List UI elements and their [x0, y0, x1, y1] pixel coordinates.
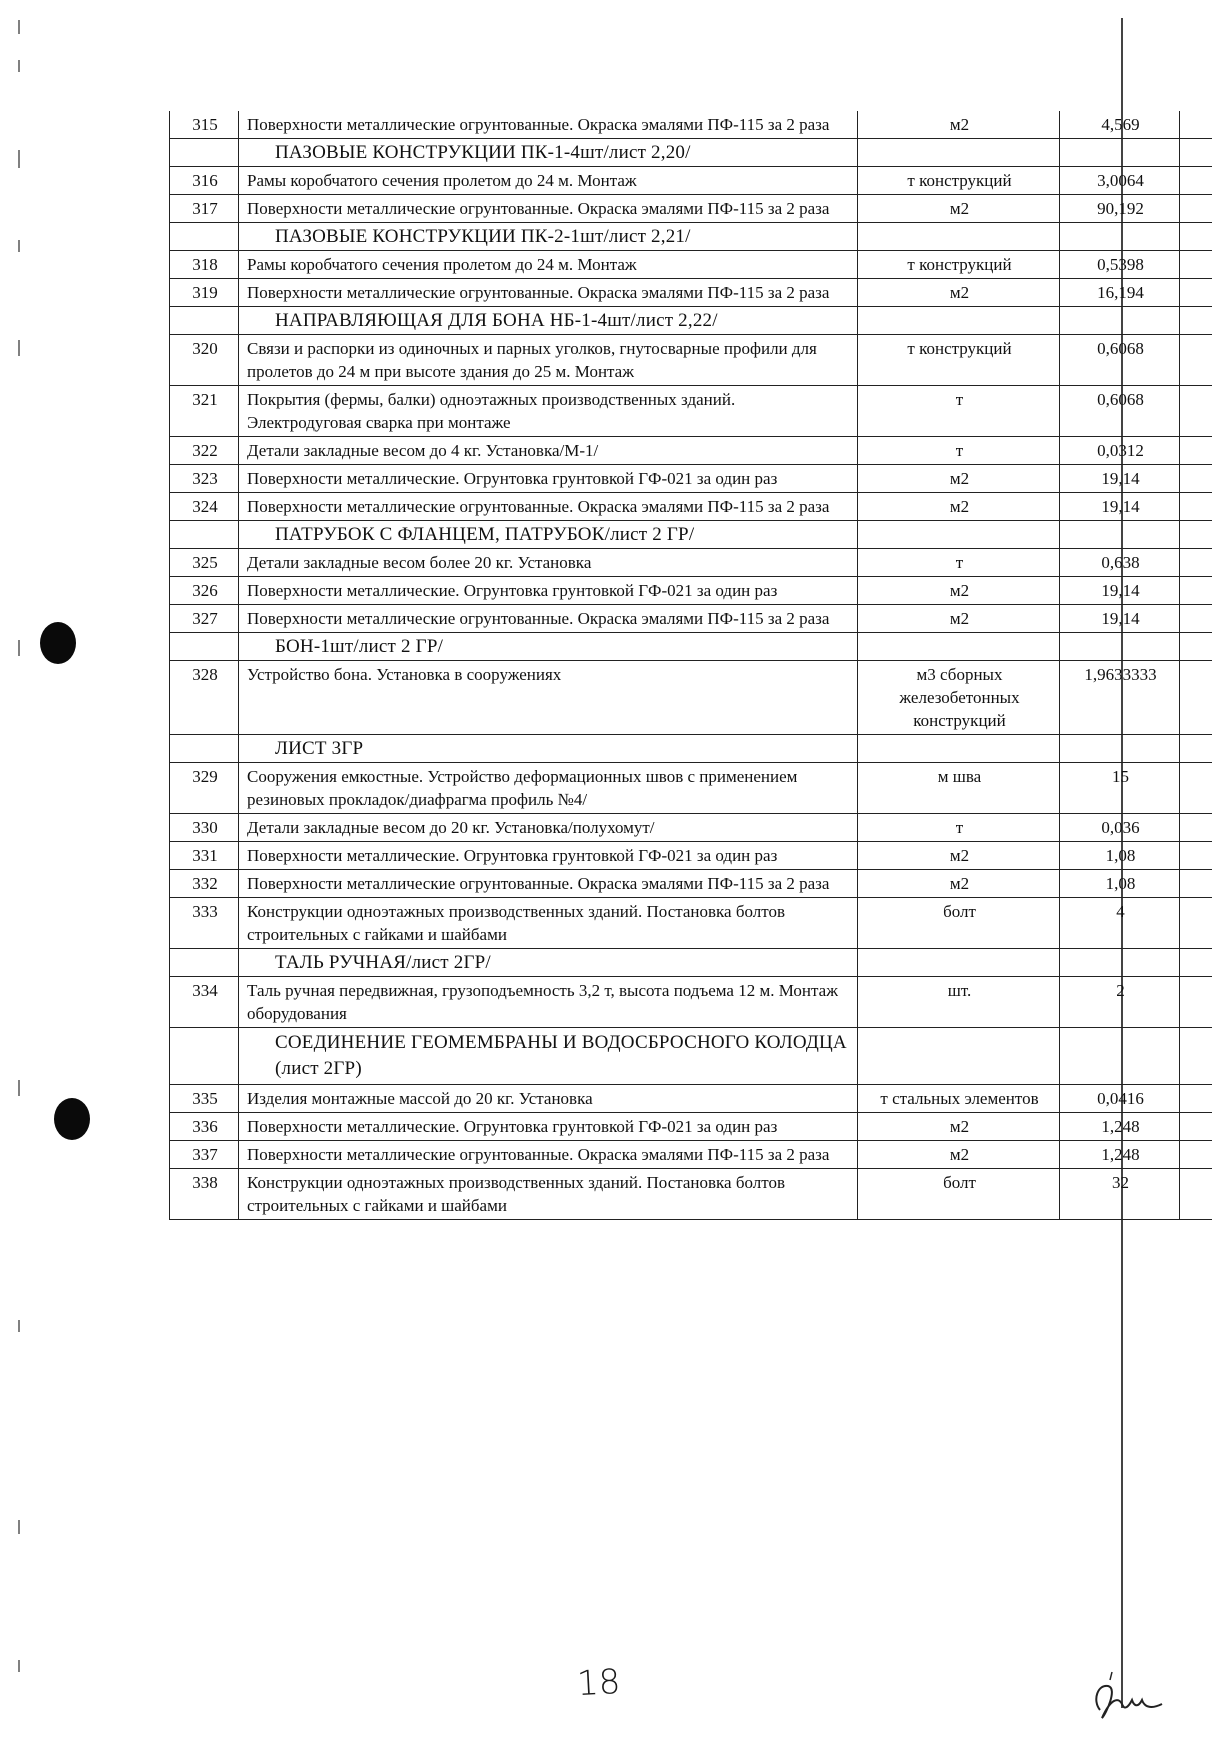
unit-of-measure: м шва — [858, 763, 1060, 814]
estimate-table — [169, 111, 1212, 1220]
unit-of-measure: т — [858, 814, 1060, 842]
table-row — [170, 167, 1212, 195]
punch-hole-top — [40, 622, 76, 664]
unit-of-measure: т конструкций — [858, 167, 1060, 195]
edge-cell — [1180, 437, 1212, 465]
unit-cell — [858, 633, 1060, 661]
table-row — [170, 605, 1212, 633]
work-description: Изделия монтажные массой до 20 кг. Установка — [239, 1085, 858, 1113]
work-description: Рамы коробчатого сечения пролетом до 24 м. Монтаж — [239, 251, 858, 279]
row-number: 329 — [170, 763, 239, 814]
unit-cell — [858, 949, 1060, 977]
work-description: Конструкции одноэтажных производственных зданий. Постановка болтов строительных с гайками и шайбами — [239, 1169, 858, 1220]
section-title: БОН-1шт/лист 2 ГР/ — [239, 633, 858, 661]
table-row — [170, 1113, 1212, 1141]
edge-cell — [1180, 549, 1212, 577]
work-description: Связи и распорки из одиночных и парных уголков, гнутосварные профили для пролетов до 24 м при высоте здания до 25 м. Монтаж — [239, 335, 858, 386]
table-row — [170, 763, 1212, 814]
section-title: ПАТРУБОК С ФЛАНЦЕМ, ПАТРУБОК/лист 2 ГР/ — [239, 521, 858, 549]
edge-cell — [1180, 661, 1212, 735]
edge-cell — [1180, 898, 1212, 949]
unit-of-measure: м2 — [858, 842, 1060, 870]
edge-cell — [1180, 1169, 1212, 1220]
row-number — [170, 521, 239, 549]
edge-cell — [1180, 949, 1212, 977]
quantity-cell — [1060, 223, 1180, 251]
quantity-cell — [1060, 735, 1180, 763]
row-number — [170, 307, 239, 335]
quantity-value: 1,08 — [1060, 842, 1180, 870]
punch-hole-bottom — [54, 1098, 90, 1140]
table-row — [170, 577, 1212, 605]
work-description: Поверхности металлические огрунтованные. Окраска эмалями ПФ-115 за 2 раза — [239, 870, 858, 898]
edge-cell — [1180, 763, 1212, 814]
quantity-cell — [1060, 633, 1180, 661]
unit-cell — [858, 223, 1060, 251]
edge-cell — [1180, 870, 1212, 898]
quantity-value: 0,6068 — [1060, 386, 1180, 437]
page-number: 18 — [575, 1661, 622, 1705]
row-number — [170, 735, 239, 763]
work-description: Сооружения емкостные. Устройство деформационных швов с применением резиновых прокладок/диафрагма профиль №4/ — [239, 763, 858, 814]
unit-cell — [858, 521, 1060, 549]
row-number: 337 — [170, 1141, 239, 1169]
table-row — [170, 335, 1212, 386]
work-description: Таль ручная передвижная, грузоподъемность 3,2 т, высота подъема 12 м. Монтаж оборудования — [239, 977, 858, 1028]
table-row — [170, 549, 1212, 577]
quantity-value: 0,6068 — [1060, 335, 1180, 386]
unit-of-measure: м2 — [858, 279, 1060, 307]
quantity-value: 19,14 — [1060, 493, 1180, 521]
unit-cell — [858, 139, 1060, 167]
unit-of-measure: м2 — [858, 577, 1060, 605]
quantity-cell — [1060, 521, 1180, 549]
row-number: 328 — [170, 661, 239, 735]
row-number: 332 — [170, 870, 239, 898]
row-number: 324 — [170, 493, 239, 521]
edge-cell — [1180, 814, 1212, 842]
row-number: 319 — [170, 279, 239, 307]
work-description: Поверхности металлические огрунтованные. Окраска эмалями ПФ-115 за 2 раза — [239, 1141, 858, 1169]
unit-of-measure: т — [858, 437, 1060, 465]
row-number — [170, 1028, 239, 1085]
row-number: 334 — [170, 977, 239, 1028]
section-title: ТАЛЬ РУЧНАЯ/лист 2ГР/ — [239, 949, 858, 977]
work-description: Детали закладные весом до 4 кг. Установка/М-1/ — [239, 437, 858, 465]
unit-of-measure: м2 — [858, 195, 1060, 223]
table-row — [170, 1141, 1212, 1169]
row-number: 335 — [170, 1085, 239, 1113]
quantity-value: 1,9633333 — [1060, 661, 1180, 735]
quantity-value: 0,0416 — [1060, 1085, 1180, 1113]
quantity-value: 2 — [1060, 977, 1180, 1028]
quantity-value: 1,08 — [1060, 870, 1180, 898]
unit-cell — [858, 307, 1060, 335]
unit-of-measure: болт — [858, 1169, 1060, 1220]
unit-of-measure: т стальных элементов — [858, 1085, 1060, 1113]
edge-cell — [1180, 521, 1212, 549]
section-header-row — [170, 633, 1212, 661]
table-row — [170, 386, 1212, 437]
table-row — [170, 437, 1212, 465]
row-number: 333 — [170, 898, 239, 949]
quantity-value: 0,036 — [1060, 814, 1180, 842]
quantity-value: 19,14 — [1060, 605, 1180, 633]
work-description: Конструкции одноэтажных производственных зданий. Постановка болтов строительных с гайками и шайбами — [239, 898, 858, 949]
edge-cell — [1180, 279, 1212, 307]
row-number: 327 — [170, 605, 239, 633]
quantity-cell — [1060, 1028, 1180, 1085]
edge-cell — [1180, 1113, 1212, 1141]
row-number — [170, 633, 239, 661]
row-number: 326 — [170, 577, 239, 605]
edge-cell — [1180, 977, 1212, 1028]
row-number: 318 — [170, 251, 239, 279]
table-row — [170, 814, 1212, 842]
edge-cell — [1180, 465, 1212, 493]
unit-of-measure: м2 — [858, 465, 1060, 493]
edge-cell — [1180, 633, 1212, 661]
edge-cell — [1180, 1028, 1212, 1085]
unit-of-measure: т конструкций — [858, 251, 1060, 279]
work-description: Поверхности металлические огрунтованные. Окраска эмалями ПФ-115 за 2 раза — [239, 195, 858, 223]
row-number: 321 — [170, 386, 239, 437]
work-description: Поверхности металлические. Огрунтовка грунтовкой ГФ-021 за один раз — [239, 1113, 858, 1141]
unit-of-measure: т конструкций — [858, 335, 1060, 386]
table-row — [170, 251, 1212, 279]
work-description: Поверхности металлические. Огрунтовка грунтовкой ГФ-021 за один раз — [239, 465, 858, 493]
quantity-value: 1,248 — [1060, 1141, 1180, 1169]
row-number: 338 — [170, 1169, 239, 1220]
scan-margin-marks — [16, 20, 22, 1720]
section-header-row — [170, 223, 1212, 251]
section-header-row — [170, 307, 1212, 335]
edge-cell — [1180, 251, 1212, 279]
quantity-value: 32 — [1060, 1169, 1180, 1220]
section-title: СОЕДИНЕНИЕ ГЕОМЕМБРАНЫ И ВОДОСБРОСНОГО КОЛОДЦА (лист 2ГР) — [239, 1028, 858, 1085]
unit-of-measure: м2 — [858, 111, 1060, 139]
section-title: НАПРАВЛЯЮЩАЯ ДЛЯ БОНА НБ-1-4шт/лист 2,22/ — [239, 307, 858, 335]
unit-of-measure: т — [858, 386, 1060, 437]
row-number: 315 — [170, 111, 239, 139]
work-description: Поверхности металлические огрунтованные. Окраска эмалями ПФ-115 за 2 раза — [239, 605, 858, 633]
unit-of-measure: м2 — [858, 605, 1060, 633]
unit-of-measure: м2 — [858, 1141, 1060, 1169]
work-description: Рамы коробчатого сечения пролетом до 24 м. Монтаж — [239, 167, 858, 195]
unit-cell — [858, 1028, 1060, 1085]
edge-cell — [1180, 577, 1212, 605]
section-title: ПАЗОВЫЕ КОНСТРУКЦИИ ПК-1-4шт/лист 2,20/ — [239, 139, 858, 167]
table-row — [170, 1085, 1212, 1113]
work-description: Детали закладные весом до 20 кг. Установка/полухомут/ — [239, 814, 858, 842]
table-row — [170, 842, 1212, 870]
quantity-cell — [1060, 307, 1180, 335]
section-header-row — [170, 949, 1212, 977]
row-number: 323 — [170, 465, 239, 493]
row-number: 316 — [170, 167, 239, 195]
edge-cell — [1180, 605, 1212, 633]
work-description: Поверхности металлические огрунтованные. Окраска эмалями ПФ-115 за 2 раза — [239, 279, 858, 307]
table-row — [170, 111, 1212, 139]
row-number: 320 — [170, 335, 239, 386]
section-header-row — [170, 139, 1212, 167]
unit-of-measure: м2 — [858, 870, 1060, 898]
unit-of-measure: м2 — [858, 1113, 1060, 1141]
row-number — [170, 139, 239, 167]
work-description: Поверхности металлические. Огрунтовка грунтовкой ГФ-021 за один раз — [239, 577, 858, 605]
table-row — [170, 1169, 1212, 1220]
work-description: Покрытия (фермы, балки) одноэтажных производственных зданий. Электродуговая сварка при монтаже — [239, 386, 858, 437]
table-row — [170, 465, 1212, 493]
table-row — [170, 661, 1212, 735]
section-title: ПАЗОВЫЕ КОНСТРУКЦИИ ПК-2-1шт/лист 2,21/ — [239, 223, 858, 251]
estimate-table-body — [170, 111, 1212, 1220]
quantity-value: 4 — [1060, 898, 1180, 949]
quantity-value: 16,194 — [1060, 279, 1180, 307]
row-number — [170, 223, 239, 251]
edge-cell — [1180, 307, 1212, 335]
table-row — [170, 493, 1212, 521]
unit-of-measure: болт — [858, 898, 1060, 949]
edge-cell — [1180, 1141, 1212, 1169]
row-number: 330 — [170, 814, 239, 842]
edge-cell — [1180, 1085, 1212, 1113]
edge-cell — [1180, 111, 1212, 139]
table-row — [170, 898, 1212, 949]
table-row — [170, 977, 1212, 1028]
quantity-value: 90,192 — [1060, 195, 1180, 223]
edge-cell — [1180, 195, 1212, 223]
table-row — [170, 279, 1212, 307]
handwritten-signature — [1088, 1670, 1168, 1725]
row-number: 325 — [170, 549, 239, 577]
quantity-cell — [1060, 949, 1180, 977]
edge-cell — [1180, 735, 1212, 763]
unit-of-measure: т — [858, 549, 1060, 577]
row-number: 336 — [170, 1113, 239, 1141]
unit-of-measure: м3 сборных железобетонных конструкций — [858, 661, 1060, 735]
edge-cell — [1180, 223, 1212, 251]
table-row — [170, 195, 1212, 223]
edge-cell — [1180, 139, 1212, 167]
unit-cell — [858, 735, 1060, 763]
work-description: Поверхности металлические огрунтованные. Окраска эмалями ПФ-115 за 2 раза — [239, 493, 858, 521]
edge-cell — [1180, 842, 1212, 870]
edge-cell — [1180, 493, 1212, 521]
unit-of-measure: шт. — [858, 977, 1060, 1028]
edge-cell — [1180, 335, 1212, 386]
quantity-value: 19,14 — [1060, 465, 1180, 493]
work-description: Поверхности металлические огрунтованные. Окраска эмалями ПФ-115 за 2 раза — [239, 111, 858, 139]
quantity-cell — [1060, 139, 1180, 167]
row-number: 331 — [170, 842, 239, 870]
quantity-value: 0,5398 — [1060, 251, 1180, 279]
edge-cell — [1180, 386, 1212, 437]
quantity-value: 0,638 — [1060, 549, 1180, 577]
work-description: Поверхности металлические. Огрунтовка грунтовкой ГФ-021 за один раз — [239, 842, 858, 870]
quantity-value: 0,0312 — [1060, 437, 1180, 465]
quantity-value: 19,14 — [1060, 577, 1180, 605]
work-description: Устройство бона. Установка в сооружениях — [239, 661, 858, 735]
section-header-row — [170, 735, 1212, 763]
row-number: 322 — [170, 437, 239, 465]
section-title: ЛИСТ 3ГР — [239, 735, 858, 763]
edge-cell — [1180, 167, 1212, 195]
table-row — [170, 870, 1212, 898]
quantity-value: 1,248 — [1060, 1113, 1180, 1141]
section-header-row — [170, 1028, 1212, 1085]
quantity-value: 15 — [1060, 763, 1180, 814]
row-number — [170, 949, 239, 977]
section-header-row — [170, 521, 1212, 549]
row-number: 317 — [170, 195, 239, 223]
quantity-value: 3,0064 — [1060, 167, 1180, 195]
quantity-value: 4,569 — [1060, 111, 1180, 139]
work-description: Детали закладные весом более 20 кг. Установка — [239, 549, 858, 577]
unit-of-measure: м2 — [858, 493, 1060, 521]
